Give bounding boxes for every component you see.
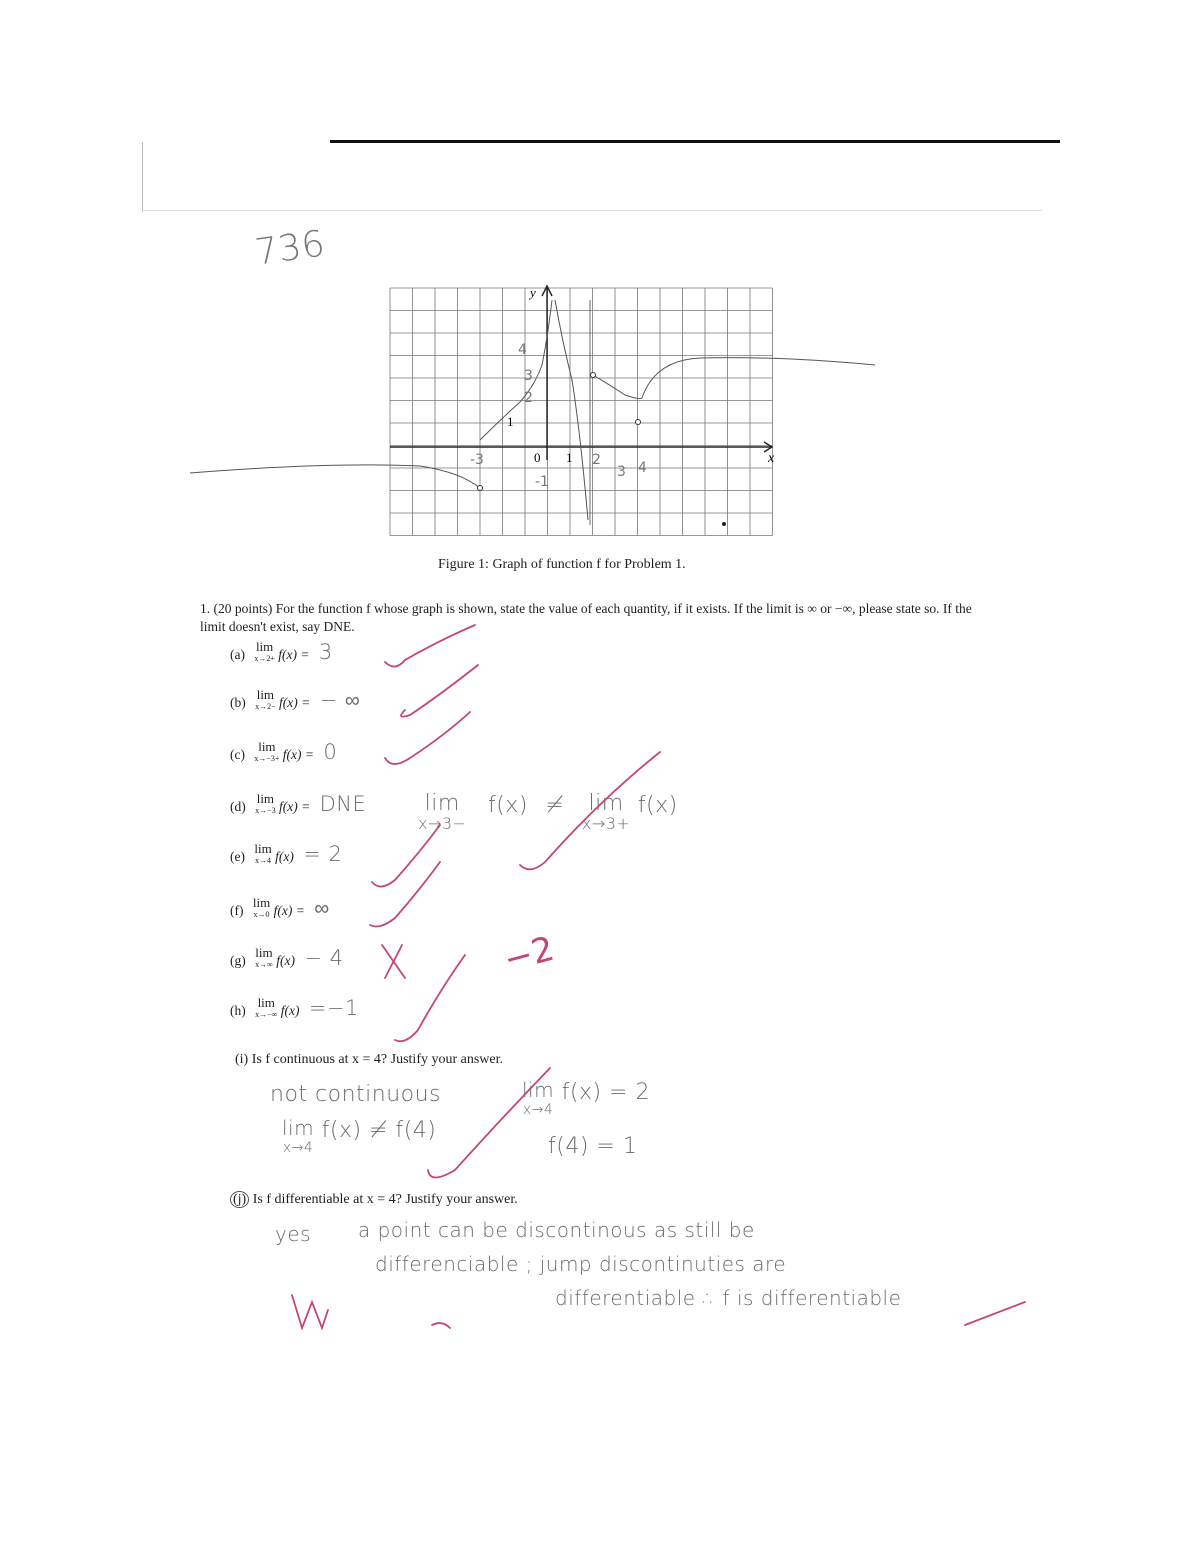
part-i-answer-line1: not continuous	[270, 1082, 442, 1107]
limit-expression: f(x)	[276, 953, 295, 968]
hand-tick: 2	[524, 390, 533, 406]
limit-expression: f(x)	[280, 1003, 300, 1018]
figure-caption: Figure 1: Graph of function f for Problem 1.	[438, 557, 686, 572]
limit-operator: lim x→∞	[255, 945, 273, 969]
hand-tick: 4	[638, 460, 647, 476]
limit-expression: f(x) =	[278, 647, 310, 662]
part-letter: (g)	[230, 953, 246, 968]
origin-label: 0	[534, 450, 541, 465]
part-letter: (c)	[230, 747, 245, 762]
limit-answer: DNE	[319, 792, 367, 816]
limit-operator: lim x→−3+	[254, 739, 280, 763]
hand-tick: -1	[535, 474, 549, 490]
cross-mark-icon	[382, 945, 405, 978]
part-i-side-value: f(4) = 1	[548, 1134, 638, 1159]
part-j-answer-line3: differentiable ∴ f is differentiable	[555, 1286, 902, 1310]
limit-operator: lim x→−∞	[255, 995, 278, 1019]
part-letter: (d)	[230, 799, 246, 814]
part-letter: (e)	[230, 849, 245, 864]
hand-tick: 3	[617, 464, 626, 480]
limit-operator: lim x→2+	[254, 639, 275, 663]
d-justification: lim x→3− f(x) ≠ lim x→3+ f(x)	[418, 791, 678, 833]
y-axis-label: y	[530, 285, 536, 300]
limit-answer: =−1	[308, 996, 359, 1020]
limit-answer: 0	[323, 740, 338, 764]
limit-operator: lim x→−3	[255, 791, 276, 815]
part-letter: (a)	[230, 647, 245, 662]
score-mark: 736	[252, 223, 328, 274]
problem-points: (20 points)	[213, 601, 273, 616]
part-i-answer-line2: lim x→4 f(x) ≠ f(4)	[282, 1116, 437, 1156]
partial-mark	[432, 1323, 450, 1328]
checkmark-icon	[385, 625, 475, 667]
limit-expression: f(x) =	[279, 799, 311, 814]
limit-answer: − ∞	[319, 688, 361, 712]
problem-number: 1.	[200, 601, 211, 616]
part-j-letter: (j)	[230, 1191, 249, 1208]
limit-expression: f(x) =	[273, 903, 305, 918]
limit-answer: 3	[318, 640, 333, 664]
limit-expression: f(x)	[275, 849, 294, 864]
part-letter: (b)	[230, 695, 246, 710]
underline-mark	[965, 1302, 1025, 1325]
x-axis-label: x	[768, 451, 775, 466]
checkmark-icon	[370, 862, 440, 926]
hand-tick: 3	[524, 368, 533, 384]
limit-answer: − 4	[304, 946, 344, 970]
limit-expression: f(x) =	[279, 695, 311, 710]
part-j-answer-yes: yes	[275, 1222, 312, 1246]
part-j-question: (j) Is f differentiable at x = 4? Justify your answer.	[230, 1192, 518, 1208]
checkmark-icon	[428, 1068, 550, 1178]
limit-operator: lim x→4	[254, 841, 272, 865]
y-tick-one: 1	[507, 414, 514, 429]
limit-operator: lim x→0	[252, 895, 271, 919]
checkmark-icon	[372, 825, 440, 887]
g-score-mark: −2	[499, 928, 559, 981]
limit-answer: = 2	[303, 842, 343, 866]
part-letter: (f)	[230, 903, 244, 918]
hand-tick: 2	[592, 452, 601, 468]
part-j-answer-line2: differenciable ; jump discontinuties are	[375, 1252, 787, 1276]
checkmark-icon	[385, 712, 470, 764]
d-right-limit: lim x→3+	[581, 791, 631, 833]
part-i-question: (i) Is f continuous at x = 4? Justify your answer.	[235, 1052, 504, 1067]
part-i-side-limit: lim x→4 f(x) = 2	[522, 1078, 650, 1118]
checkmark-icon	[520, 752, 660, 869]
limit-expression: f(x) =	[282, 747, 314, 762]
part-letter: (h)	[230, 1003, 246, 1018]
grader-initial-mark	[292, 1295, 328, 1328]
limit-operator: lim x→2−	[255, 687, 276, 711]
hand-tick: 4	[518, 342, 527, 358]
checkmark-icon	[401, 665, 478, 717]
hand-tick: -3	[470, 452, 484, 468]
x-tick-one: 1	[566, 450, 573, 465]
checkmark-icon	[395, 955, 465, 1041]
problem-text: For the function f whose graph is shown, state the value of each quantity, if it exists. If the limit is ∞ or −∞, please state so. If the limit doesn't exist, say DNE.	[200, 601, 972, 634]
limit-answer: ∞	[314, 896, 330, 920]
part-j-answer-line1: a point can be discontinous as still be	[358, 1218, 755, 1242]
d-left-limit: lim x→3−	[418, 791, 467, 833]
